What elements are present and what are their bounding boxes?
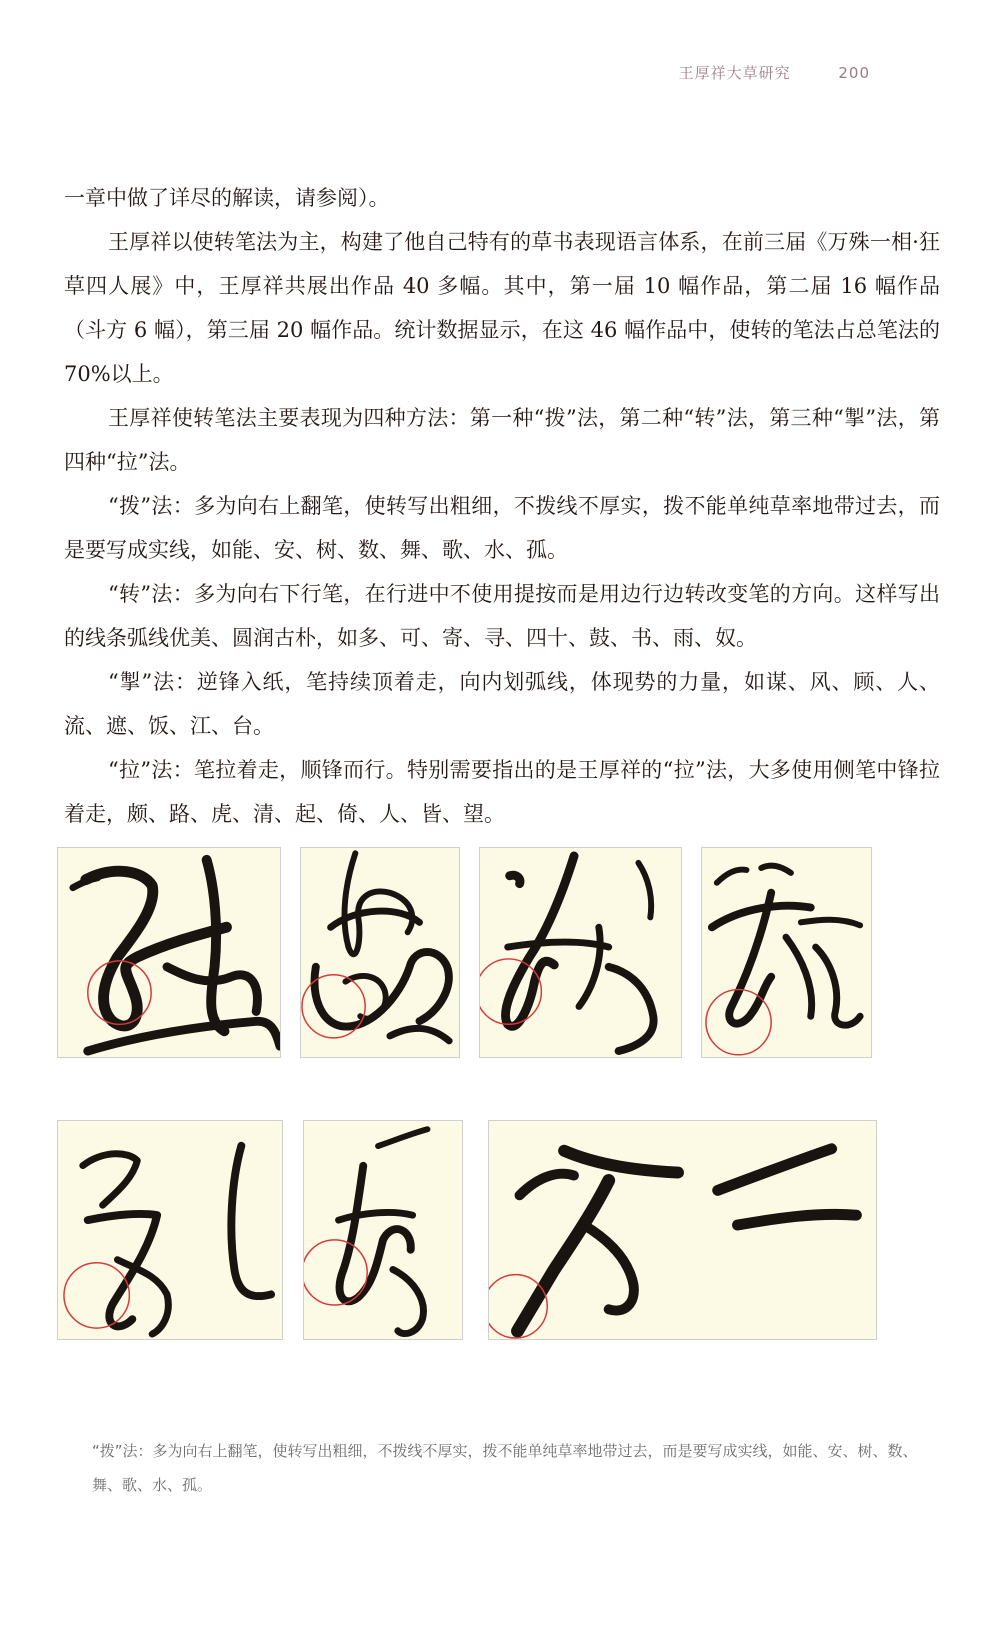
calligraphy-image [304,1121,462,1339]
running-header [679,62,870,83]
paragraph: “拉”法：笔拉着走，顺锋而行。特别需要指出的是王厚祥的“拉”法，大多使用侧笔中锋拉着走，颇、路、虎、清、起、倚、人、皆、望。 [64,758,940,826]
calligraphy-image [58,848,280,1057]
calligraphy-panel [488,1120,877,1340]
calligraphy-panel [300,847,460,1058]
calligraphy-image [489,1121,876,1339]
calligraphy-panel [303,1120,463,1340]
calligraphy-image [58,1121,282,1339]
calligraphy-image [480,848,681,1057]
paragraph: “转”法：多为向右下行笔，在行进中不使用提按而是用边行边转改变笔的方向。这样写出的线条弧线优美、圆润古朴，如多、可、寄、寻、四十、鼓、书、雨、奴。 [64,582,940,650]
calligraphy-panel [57,1120,283,1340]
calligraphy-panel [479,847,682,1058]
paragraph: “拨”法：多为向右上翻笔，使转写出粗细，不拨线不厚实，拨不能单纯草率地带过去，而是要写成实线，如能、安、树、数、舞、歌、水、孤。 [64,494,940,562]
body-text [64,176,940,836]
caption-text: “拨”法：多为向右上翻笔，使转写出粗细，不拨线不厚实，拨不能单纯草率地带过去，而是要写成实线，如能、安、树、数、舞、歌、水、孤。 [92,1442,918,1494]
calligraphy-panel [57,847,281,1058]
paragraph: “掣”法：逆锋入纸，笔持续顶着走，向内划弧线，体现势的力量，如谋、风、顾、人、流、遮、饭、江、台。 [64,670,940,738]
book-title: 王厚祥大草研究 [678,64,791,82]
page-number: 200 [838,64,870,82]
paragraph: 王厚祥使转笔法主要表现为四种方法：第一种“拨”法，第二种“转”法，第三种“掣”法，第四种“拉”法。 [64,406,940,474]
figure-caption [92,1434,942,1502]
paragraph: 一章中做了详尽的解读，请参阅）。 [64,186,390,210]
paragraph: 王厚祥以使转笔法为主，构建了他自己特有的草书表现语言体系，在前三届《万殊一相·狂草四人展》中，王厚祥共展出作品 40 多幅。其中，第一届 10 幅作品，第二届 16 幅作品（斗方 6 幅），第三届 20 幅作品。统计数据显示，在这 46 幅作品中，使转的笔法占总笔法的 70%以上。 [64,230,940,386]
calligraphy-image [702,848,871,1057]
calligraphy-panel [701,847,872,1058]
calligraphy-image [301,848,459,1057]
